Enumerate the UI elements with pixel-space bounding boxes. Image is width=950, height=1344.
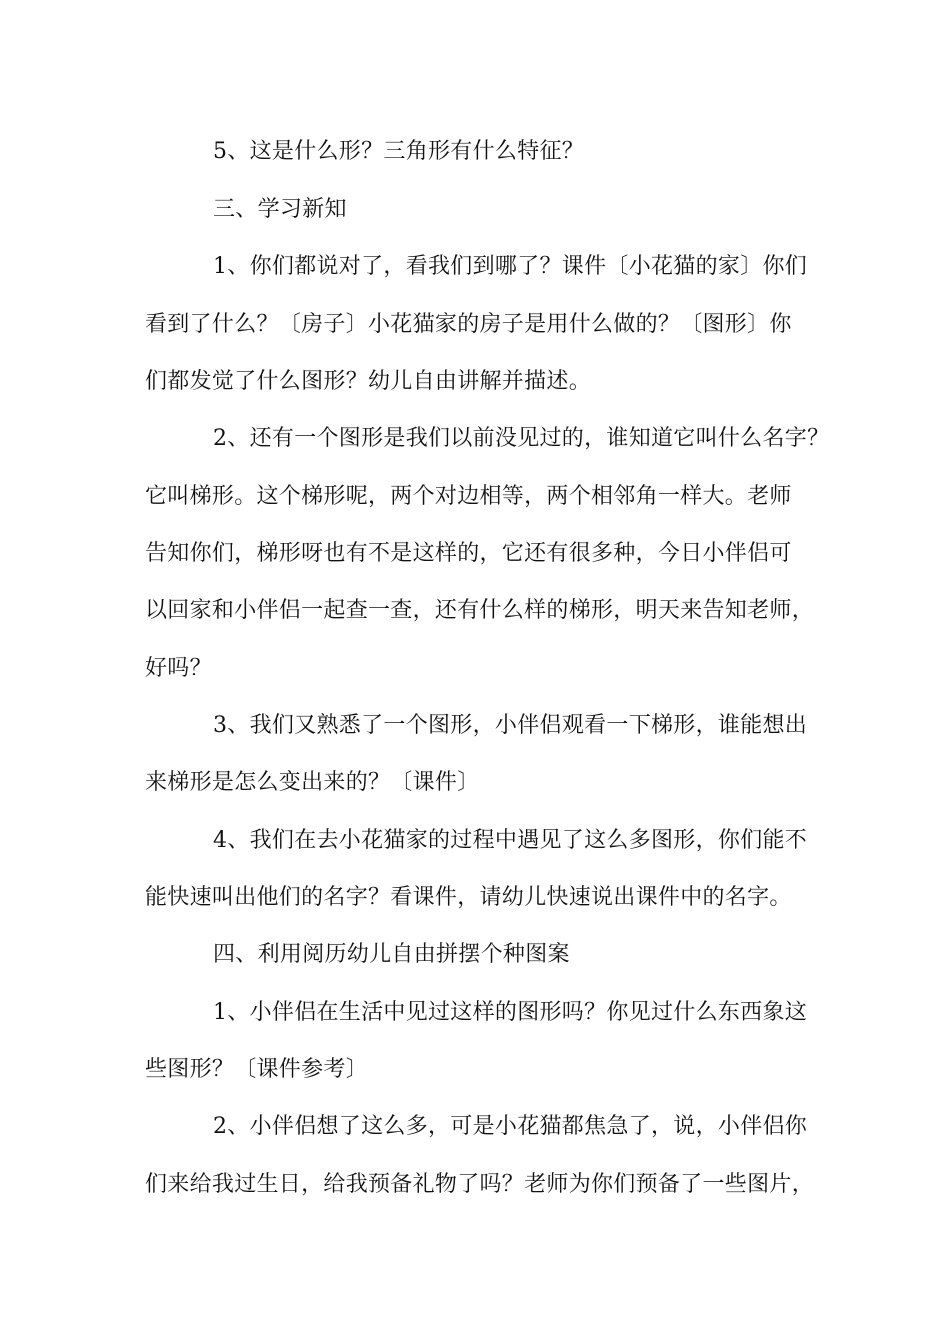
text-line: 些图形？〔课件参考〕 [145,1057,369,1082]
text-line: 告知你们，梯形呀也有不是这样的，它还有很多种，今日小伴侣可 [145,541,792,566]
text-line: 来梯形是怎么变出来的？〔课件〕 [145,770,480,795]
text-line: 3、我们又熟悉了一个图形，小伴侣观看一下梯形，谁能想出 [213,713,808,738]
section-heading: 三、学习新知 [213,197,347,222]
text-line: 1、小伴侣在生活中见过这样的图形吗？你见过什么东西象这 [213,1000,808,1025]
section-heading: 四、利用阅历幼儿自由拼摆个种图案 [213,942,570,967]
text-line: 们来给我过生日，给我预备礼物了吗？老师为你们预备了一些图片， [145,1172,815,1197]
text-line: 1、你们都说对了，看我们到哪了？课件〔小花猫的家〕你们 [213,254,808,279]
text-line: 它叫梯形。这个梯形呢，两个对边相等，两个相邻角一样大。老师 [145,484,792,509]
text-line: 们都发觉了什么图形？幼儿自由讲解并描述。 [145,369,592,394]
text-line: 看到了什么？〔房子〕小花猫家的房子是用什么做的？〔图形〕你 [145,312,792,337]
text-line: 5、这是什么形？三角形有什么特征？ [213,139,585,164]
text-line: 2、小伴侣想了这么多，可是小花猫都焦急了，说，小伴侣你 [213,1114,808,1139]
text-line: 能快速叫出他们的名字？看课件，请幼儿快速说出课件中的名字。 [145,885,792,910]
text-line: 好吗？ [145,656,212,681]
text-line: 2、还有一个图形是我们以前没见过的，谁知道它叫什么名字？ [213,426,830,451]
text-line: 以回家和小伴侣一起查一查，还有什么样的梯形，明天来告知老师， [145,598,815,623]
text-line: 4、我们在去小花猫家的过程中遇见了这么多图形，你们能不 [213,828,808,853]
